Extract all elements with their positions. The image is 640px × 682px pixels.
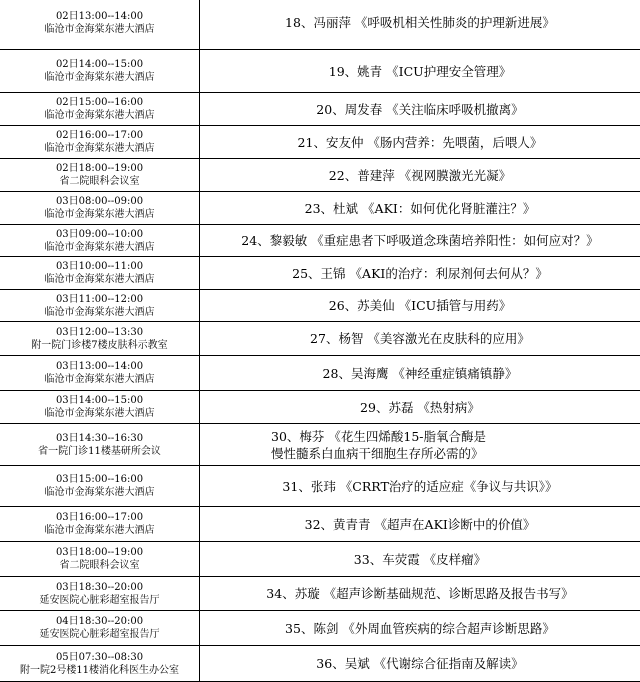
time-slot: 02日18:00--19:00 <box>0 162 199 175</box>
table-row <box>0 611 640 646</box>
venue: 临沧市金海棠东港大酒店 <box>0 373 199 386</box>
time-slot: 02日15:00--16:00 <box>0 96 199 109</box>
time-place-cell <box>0 424 200 466</box>
time-slot: 03日13:00--14:00 <box>0 360 199 373</box>
time-slot: 05日07:30--08:30 <box>0 651 199 664</box>
venue: 延安医院心脏彩超室报告厅 <box>0 594 199 607</box>
venue: 临沧市金海棠东港大酒店 <box>0 486 199 499</box>
time-place-cell <box>0 466 200 507</box>
time-place-cell <box>0 257 200 290</box>
lecture-cell: 32、黄青青 《超声在AKI诊断中的价值》 <box>200 507 640 542</box>
venue: 省二院眼科会议室 <box>0 559 199 572</box>
venue: 临沧市金海棠东港大酒店 <box>0 407 199 420</box>
lecture-cell: 23、杜斌 《AKI：如何优化肾脏灌注？》 <box>200 192 640 225</box>
table-row <box>0 257 640 290</box>
lecture-cell: 35、陈剑 《外周血管疾病的综合超声诊断思路》 <box>200 611 640 646</box>
table-row <box>0 50 640 93</box>
table-row <box>0 0 640 50</box>
table-row <box>0 93 640 126</box>
table-row <box>0 290 640 322</box>
time-slot: 02日14:00--15:00 <box>0 58 199 71</box>
venue: 附一院门诊楼7楼皮肤科示教室 <box>0 339 199 352</box>
time-place-cell <box>0 225 200 257</box>
venue: 临沧市金海棠东港大酒店 <box>0 273 199 286</box>
time-place-cell <box>0 646 200 682</box>
table-row <box>0 577 640 611</box>
time-slot: 02日13:00--14:00 <box>0 10 199 23</box>
lecture-cell: 22、普建萍 《视网膜激光光凝》 <box>200 159 640 192</box>
lecture-title-line-1: 30、梅芬 《花生四烯酸15-脂氧合酶是 <box>271 428 640 445</box>
time-slot: 03日10:00--11:00 <box>0 260 199 273</box>
venue: 附一院2号楼11楼消化科医生办公室 <box>0 664 199 677</box>
lecture-cell: 18、冯丽萍 《呼吸机相关性肺炎的护理新进展》 <box>200 0 640 50</box>
time-place-cell <box>0 507 200 542</box>
time-place-cell <box>0 93 200 126</box>
time-place-cell <box>0 391 200 424</box>
lecture-cell: 20、周发春 《关注临床呼吸机撤离》 <box>200 93 640 126</box>
lecture-cell: 24、黎毅敏 《重症患者下呼吸道念珠菌培养阳性：如何应对？》 <box>200 225 640 257</box>
lecture-cell: 21、安友仲 《肠内营养：先喂菌，后喂人》 <box>200 126 640 159</box>
venue: 省二院眼科会议室 <box>0 175 199 188</box>
venue: 临沧市金海棠东港大酒店 <box>0 23 199 36</box>
table-row <box>0 225 640 257</box>
venue: 临沧市金海棠东港大酒店 <box>0 241 199 254</box>
time-slot: 03日12:00--13:30 <box>0 326 199 339</box>
table-row <box>0 646 640 682</box>
venue: 临沧市金海棠东港大酒店 <box>0 208 199 221</box>
time-place-cell <box>0 126 200 159</box>
time-place-cell <box>0 542 200 577</box>
time-slot: 03日18:00--19:00 <box>0 546 199 559</box>
time-place-cell <box>0 159 200 192</box>
lecture-cell <box>200 424 640 466</box>
table-row <box>0 424 640 466</box>
lecture-cell: 26、苏美仙 《ICU插管与用药》 <box>200 290 640 322</box>
table-row <box>0 391 640 424</box>
time-place-cell <box>0 0 200 50</box>
lecture-cell: 36、吴斌 《代谢综合征指南及解读》 <box>200 646 640 682</box>
time-place-cell <box>0 192 200 225</box>
time-slot: 03日11:00--12:00 <box>0 293 199 306</box>
lecture-title-line-2: 慢性髓系白血病干细胞生存所必需的》 <box>271 445 640 462</box>
table-row <box>0 356 640 391</box>
venue: 临沧市金海棠东港大酒店 <box>0 524 199 537</box>
lecture-cell: 27、杨智 《美容激光在皮肤科的应用》 <box>200 322 640 356</box>
venue: 延安医院心脏彩超室报告厅 <box>0 628 199 641</box>
lecture-cell: 28、吴海鹰 《神经重症镇痛镇静》 <box>200 356 640 391</box>
table-row <box>0 542 640 577</box>
time-place-cell <box>0 50 200 93</box>
time-place-cell <box>0 577 200 611</box>
time-slot: 04日18:30--20:00 <box>0 615 199 628</box>
table-row <box>0 159 640 192</box>
time-slot: 03日14:00--15:00 <box>0 394 199 407</box>
time-slot: 03日16:00--17:00 <box>0 511 199 524</box>
venue: 临沧市金海棠东港大酒店 <box>0 142 199 155</box>
time-place-cell <box>0 611 200 646</box>
time-slot: 02日16:00--17:00 <box>0 129 199 142</box>
time-place-cell <box>0 290 200 322</box>
venue: 临沧市金海棠东港大酒店 <box>0 306 199 319</box>
lecture-cell: 31、张玮 《CRRT治疗的适应症《争议与共识》》 <box>200 466 640 507</box>
table-row <box>0 192 640 225</box>
lecture-cell: 25、王锦 《AKI的治疗：利尿剂何去何从？》 <box>200 257 640 290</box>
time-slot: 03日15:00--16:00 <box>0 473 199 486</box>
lecture-cell: 19、姚青 《ICU护理安全管理》 <box>200 50 640 93</box>
time-place-cell <box>0 356 200 391</box>
table-row <box>0 507 640 542</box>
venue: 临沧市金海棠东港大酒店 <box>0 109 199 122</box>
time-place-cell <box>0 322 200 356</box>
venue: 临沧市金海棠东港大酒店 <box>0 71 199 84</box>
time-slot: 03日18:30--20:00 <box>0 581 199 594</box>
time-slot: 03日09:00--10:00 <box>0 228 199 241</box>
lecture-cell: 34、苏璇 《超声诊断基础规范、诊断思路及报告书写》 <box>200 577 640 611</box>
table-row <box>0 322 640 356</box>
time-slot: 03日08:00--09:00 <box>0 195 199 208</box>
table-row <box>0 466 640 507</box>
lecture-cell: 33、车荧霞 《皮样瘤》 <box>200 542 640 577</box>
lecture-cell: 29、苏磊 《热射病》 <box>200 391 640 424</box>
table-row <box>0 126 640 159</box>
time-slot: 03日14:30--16:30 <box>0 432 199 445</box>
venue: 省一院门诊11楼基研所会议 <box>0 445 199 458</box>
